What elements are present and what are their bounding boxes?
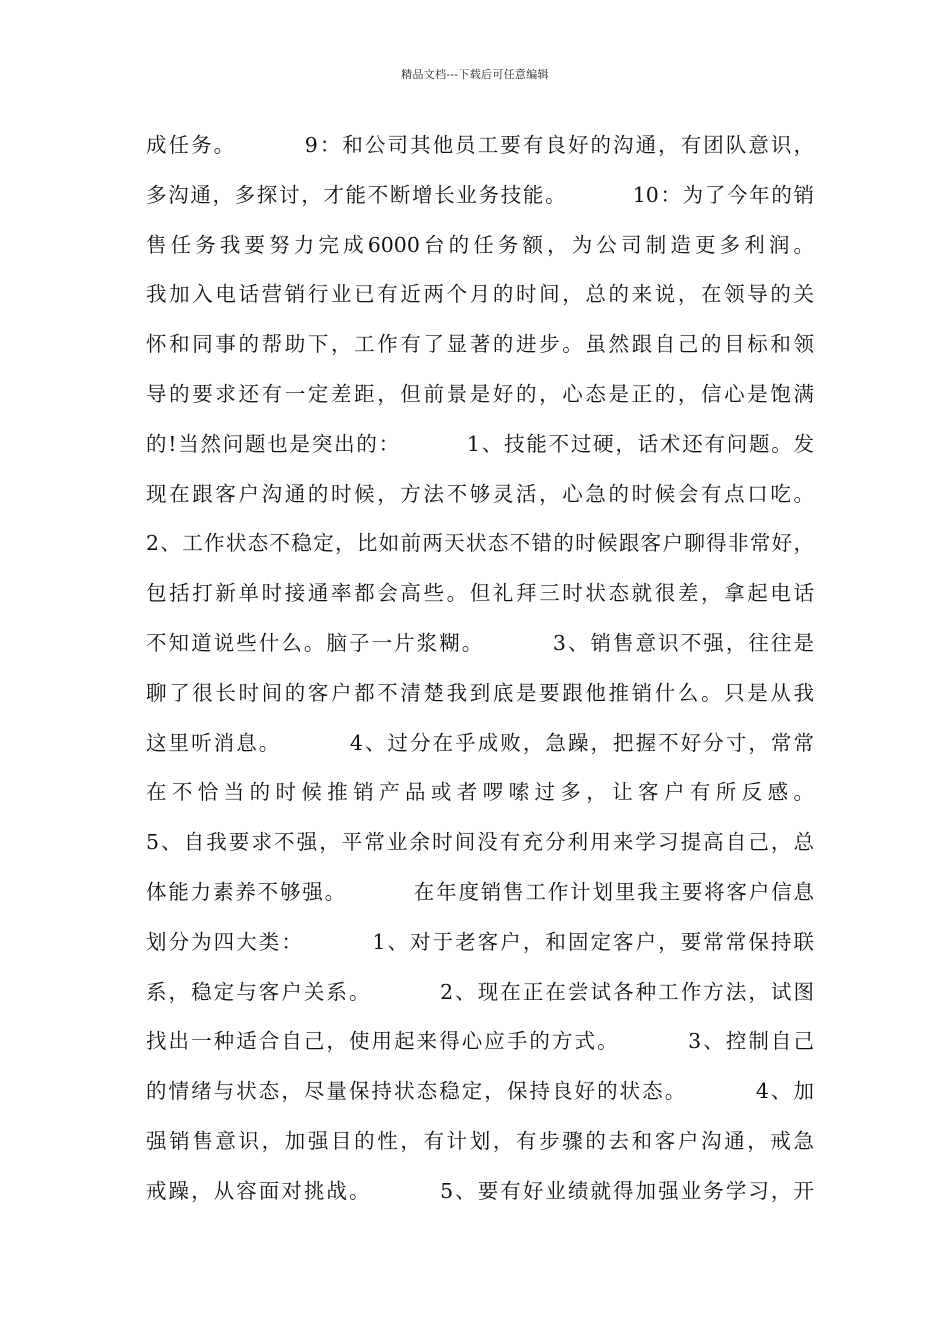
page-header: 精品文档---下载后可任意编辑 bbox=[401, 68, 549, 81]
text-line: 导的要求还有一定差距，但前景是好的，心态是正的，信心是饱满 bbox=[146, 381, 814, 406]
text-line: 5、自我要求不强，平常业余时间没有充分利用来学习提高自己，总 bbox=[146, 830, 814, 855]
text-line: 2、工作状态不稳定，比如前两天状态不错的时候跟客户聊得非常好， bbox=[146, 531, 814, 556]
text-line: 系，稳定与客户关系。 2、现在正在尝试各种工作方法，试图 bbox=[146, 979, 814, 1004]
text-line: 这里听消息。 4、过分在乎成败，急躁，把握不好分寸，常常 bbox=[146, 730, 814, 755]
text-line: 的情绪与状态，尽量保持状态稳定，保持良好的状态。 4、加 bbox=[146, 1079, 814, 1104]
text-line: 不知道说些什么。脑子一片浆糊。 3、销售意识不强，往往是 bbox=[146, 630, 814, 655]
text-line: 聊了很长时间的客户都不清楚我到底是要跟他推销什么。只是从我 bbox=[146, 680, 814, 705]
body-text bbox=[146, 130, 814, 1226]
text-line: 划分为四大类： 1、对于老客户，和固定客户，要常常保持联 bbox=[146, 929, 814, 954]
text-line: 我加入电话营销行业已有近两个月的时间，总的来说，在领导的关 bbox=[146, 282, 814, 307]
text-line: 售任务我要努力完成6000台的任务额，为公司制造更多利润。 bbox=[146, 232, 814, 257]
text-line: 现在跟客户沟通的时候，方法不够灵活，心急的时候会有点口吃。 bbox=[146, 481, 814, 506]
text-line: 成任务。 9：和公司其他员工要有良好的沟通，有团队意识， bbox=[146, 133, 814, 157]
text-line: 体能力素养不够强。 在年度销售工作计划里我主要将客户信息 bbox=[146, 879, 814, 904]
text-line: 包括打新单时接通率都会高些。但礼拜三时状态就很差，拿起电话 bbox=[146, 581, 814, 606]
text-line: 的!当然问题也是突出的： 1、技能不过硬，话术还有问题。发 bbox=[146, 431, 814, 456]
text-line: 戒躁，从容面对挑战。 5、要有好业绩就得加强业务学习，开 bbox=[146, 1178, 814, 1203]
text-line: 强销售意识，加强目的性，有计划，有步骤的去和客户沟通，戒急 bbox=[146, 1128, 814, 1153]
text-line: 多沟通，多探讨，才能不断增长业务技能。 10：为了今年的销 bbox=[146, 182, 814, 207]
text-line: 在不恰当的时候推销产品或者啰嗦过多，让客户有所反感。 bbox=[146, 780, 814, 805]
text-line: 找出一种适合自己，使用起来得心应手的方式。 3、控制自己 bbox=[146, 1029, 814, 1054]
text-line: 怀和同事的帮助下，工作有了显著的进步。虽然跟自己的目标和领 bbox=[146, 332, 814, 357]
